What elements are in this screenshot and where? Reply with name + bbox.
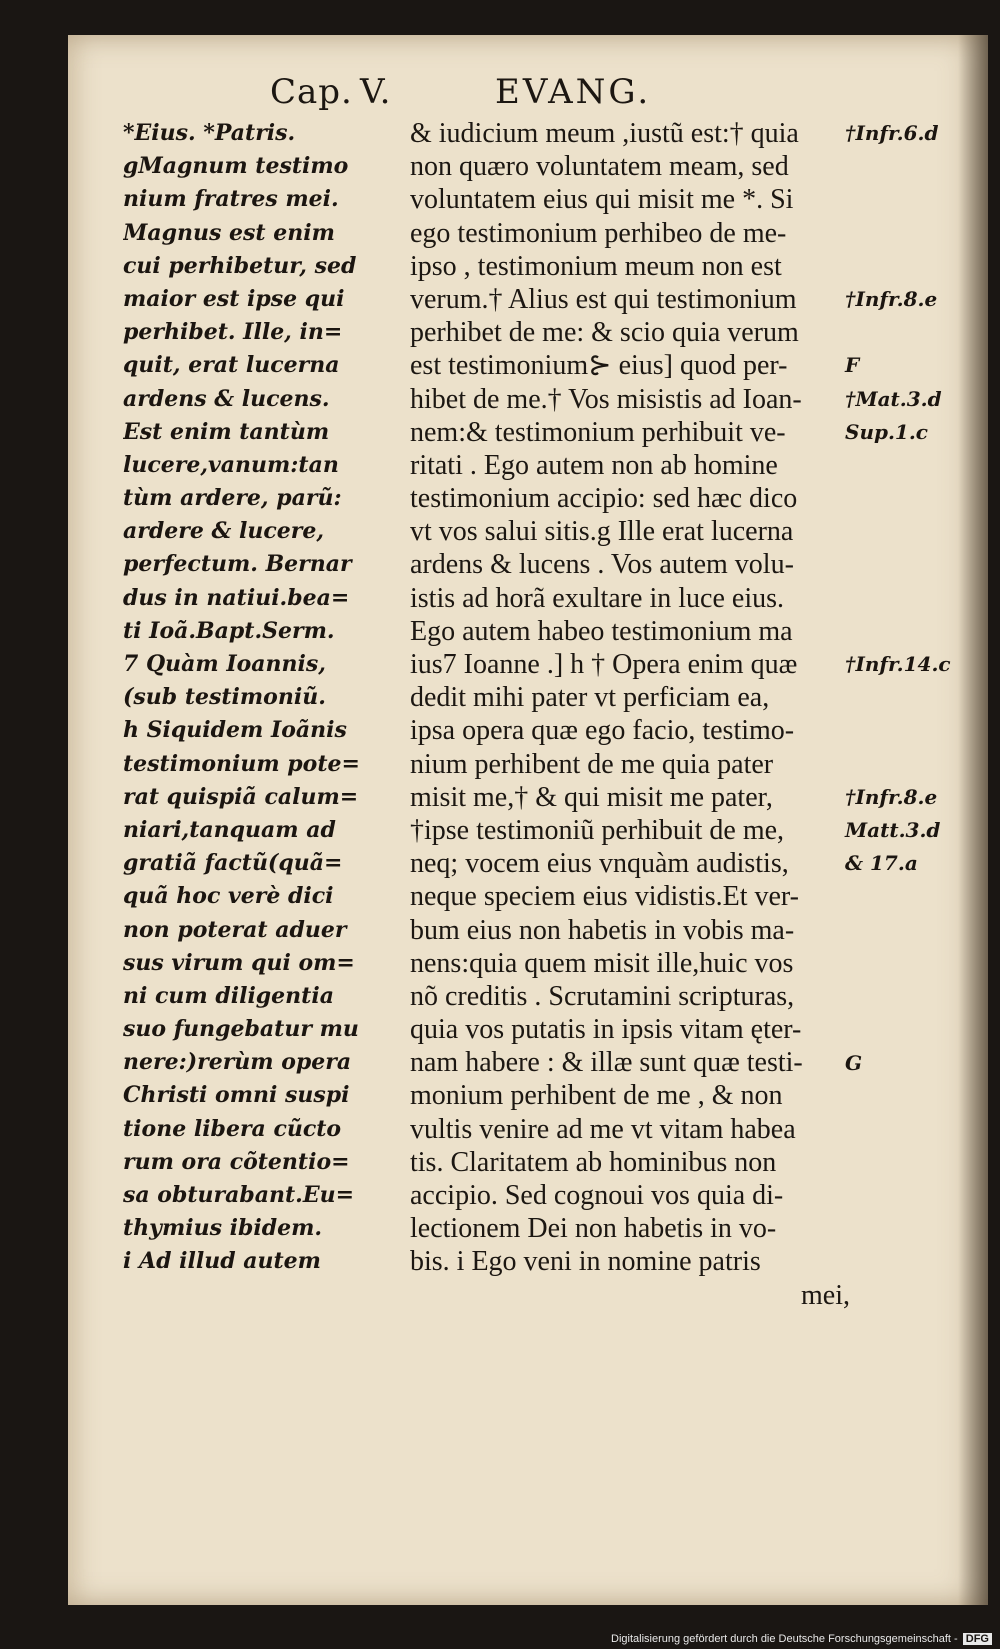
gloss-line: Est enim tantùm bbox=[123, 418, 330, 445]
text-line: vultis venire ad me vt vitam habea bbox=[410, 1113, 796, 1145]
text-line: nium perhibent de me quia pater bbox=[410, 748, 774, 780]
text-line: nem:& testimonium perhibuit ve- bbox=[410, 416, 786, 448]
text-line: †ipse testimoniũ perhibuit de me, bbox=[410, 814, 785, 846]
gloss-line: suo fungebatur mu bbox=[123, 1016, 359, 1043]
page-spine-shadow bbox=[958, 35, 988, 1605]
cross-reference: G bbox=[845, 1050, 863, 1075]
dfg-logo: DFG bbox=[963, 1633, 992, 1645]
cross-reference: F bbox=[845, 353, 860, 378]
text-line: verum.† Alius est qui testimonium bbox=[410, 283, 797, 315]
text-line: ipso , testimonium meum non est bbox=[410, 250, 782, 282]
text-line: hibet de me.† Vos misistis ad Ioan- bbox=[410, 383, 802, 415]
cross-reference: †Mat.3.d bbox=[845, 386, 942, 411]
gloss-line: perfectum. Bernar bbox=[123, 551, 352, 578]
text-line: monium perhibent de me , & non bbox=[410, 1080, 783, 1112]
digitization-credit bbox=[611, 1633, 992, 1645]
gloss-line: ti Ioã.Bapt.Serm. bbox=[123, 617, 335, 644]
text-line: ius7 Ioanne .] h † Opera enim quæ bbox=[410, 649, 798, 680]
text-line: voluntatem eius qui misit me *. Si bbox=[410, 184, 794, 216]
marginal-gloss-column bbox=[123, 117, 415, 1279]
text-line: nõ creditis . Scrutamini scripturas, bbox=[410, 980, 795, 1012]
gloss-line: dus in natiui.bea= bbox=[123, 584, 350, 611]
gloss-line: Christi omni suspi bbox=[123, 1082, 350, 1109]
gloss-line: thymius ibidem. bbox=[123, 1215, 323, 1242]
text-line: dedit mihi pater vt perficiam ea, bbox=[410, 682, 770, 714]
gloss-line: nere:)rerùm opera bbox=[123, 1049, 352, 1076]
main-text-column bbox=[410, 117, 850, 1312]
cross-reference: Matt.3.d bbox=[845, 818, 941, 843]
text-line: testimonium accipio: sed hæc dico bbox=[410, 483, 798, 515]
gloss-line: ardere & lucere, bbox=[123, 518, 324, 545]
gloss-line: i Ad illud autem bbox=[123, 1248, 321, 1275]
gloss-line: rum ora cõtentio= bbox=[123, 1148, 350, 1175]
cross-reference: †Infr.8.e bbox=[845, 785, 938, 809]
cross-reference: †Infr.6.d bbox=[845, 121, 939, 145]
gloss-line: perhibet. Ille, in= bbox=[123, 319, 343, 346]
gloss-line: tione libera cũcto bbox=[123, 1115, 342, 1142]
gloss-line: testimonium pote= bbox=[123, 750, 360, 777]
text-line: est testimonium⊱ eius] quod per- bbox=[410, 350, 788, 382]
text-line: neq; vocem eius vnquàm audistis, bbox=[410, 848, 789, 880]
text-line: nam habere : & illæ sunt quæ testi- bbox=[410, 1047, 803, 1079]
text-line: Ego autem habeo testimonium ma bbox=[410, 615, 793, 647]
header-chapter-number: V. bbox=[360, 72, 392, 112]
text-line: ardens & lucens . Vos autem volu- bbox=[410, 549, 794, 581]
gloss-line: sa obturabant.Eu= bbox=[123, 1182, 355, 1208]
catchword: mei, bbox=[801, 1279, 850, 1311]
text-line: tis. Claritatem ab hominibus non bbox=[410, 1146, 777, 1178]
cross-reference: †Infr.14.c bbox=[845, 652, 951, 677]
gloss-line: rat quispiã calum= bbox=[123, 783, 359, 810]
text-line: ego testimonium perhibeo de me- bbox=[410, 217, 787, 249]
cross-reference: Sup.1.c bbox=[845, 419, 928, 444]
text-line: & iudicium meum ,iustũ est:† quia bbox=[410, 118, 799, 149]
gloss-line: gratiã factũ(quã= bbox=[123, 850, 343, 877]
text-line: vt vos salui sitis.g Ille erat lucerna bbox=[410, 516, 794, 548]
text-line: quia vos putatis in ipsis vitam ęter- bbox=[410, 1014, 802, 1046]
gloss-line: cui perhibetur, sed bbox=[123, 252, 357, 279]
header-cap: Cap. bbox=[270, 72, 353, 112]
credit-text: Digitalisierung gefördert durch die Deutsche Forschungsgemeinschaft - bbox=[611, 1633, 958, 1645]
gloss-line: quã hoc verè dici bbox=[123, 883, 334, 910]
text-line: nens:quia quem misit ille,huic vos bbox=[410, 947, 794, 979]
cross-reference: †Infr.8.e bbox=[845, 287, 938, 311]
text-line: perhibet de me: & scio quia verum bbox=[410, 317, 799, 349]
gloss-line: niari,tanquam ad bbox=[123, 816, 336, 843]
cross-reference: & 17.a bbox=[845, 851, 918, 876]
gloss-line: ardens & lucens. bbox=[123, 385, 330, 412]
text-line: bis. i Ego veni in nomine patris bbox=[410, 1246, 761, 1278]
gloss-line: non poterat aduer bbox=[123, 916, 347, 943]
header-title: EVANG. bbox=[495, 72, 652, 112]
gloss-line: h Siquidem Ioãnis bbox=[123, 717, 347, 744]
text-line: lectionem Dei non habetis in vo- bbox=[410, 1213, 777, 1245]
text-line: misit me,† & qui misit me pater, bbox=[410, 781, 773, 813]
text-line: ipsa opera quæ ego facio, testimo- bbox=[410, 715, 795, 747]
gloss-line: maior est ipse qui bbox=[123, 285, 345, 312]
gloss-line: quit, erat lucerna bbox=[123, 352, 340, 379]
gloss-line: lucere,vanum:tan bbox=[123, 451, 339, 478]
text-line: bum eius non habetis in vobis ma- bbox=[410, 914, 795, 946]
gloss-line: gMagnum testimo bbox=[123, 153, 349, 180]
text-line: non quæro voluntatem meam, sed bbox=[410, 151, 789, 183]
gloss-line: 7 Quàm Ioannis, bbox=[123, 651, 326, 677]
text-line: istis ad horã exultare in luce eius. bbox=[410, 582, 784, 614]
gloss-line: tùm ardere, parũ: bbox=[123, 485, 342, 512]
text-line: ritati . Ego autem non ab homine bbox=[410, 449, 778, 481]
gloss-line: *Eius. *Patris. bbox=[123, 120, 296, 146]
gloss-line: (sub testimoniũ. bbox=[123, 684, 326, 711]
gloss-line: nium fratres mei. bbox=[123, 186, 339, 213]
gloss-line: sus virum qui om= bbox=[123, 949, 355, 976]
gloss-line: ni cum diligentia bbox=[123, 982, 334, 1009]
text-line: accipio. Sed cognoui vos quia di- bbox=[410, 1180, 784, 1211]
text-line: neque speciem eius vidistis.Et ver- bbox=[410, 881, 800, 913]
gloss-line: Magnus est enim bbox=[123, 219, 335, 246]
